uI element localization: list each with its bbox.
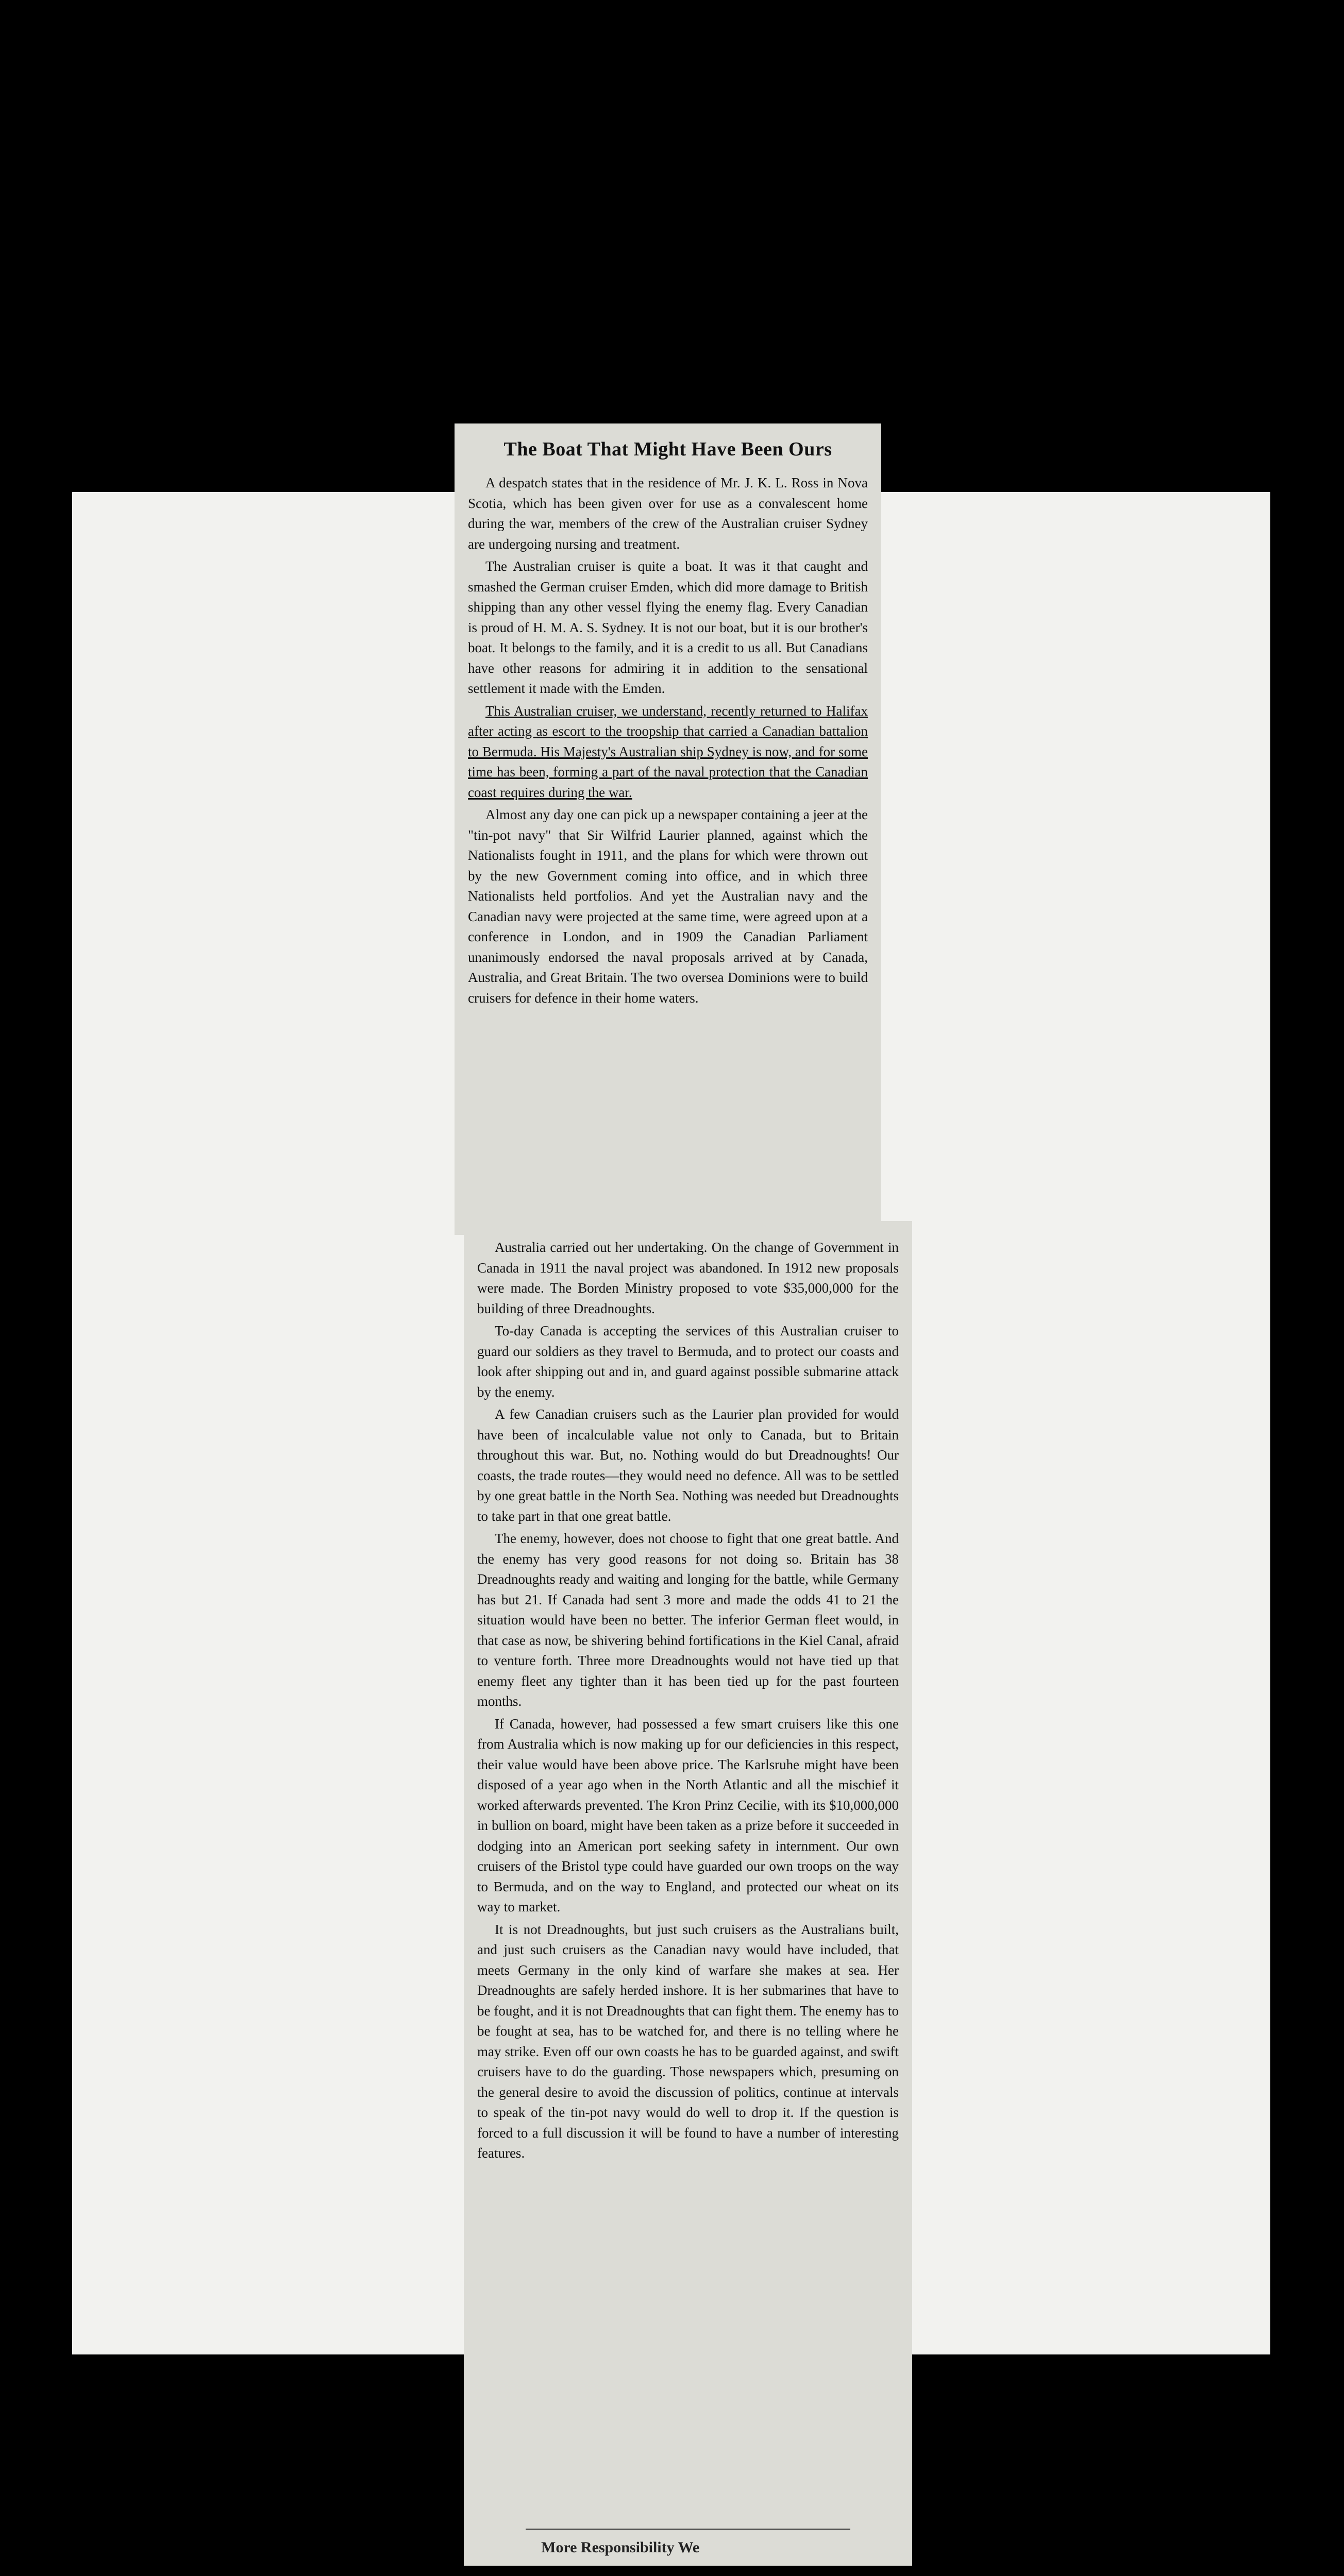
article-paragraph: The Australian cruiser is quite a boat. It was it that caught and smashed the German cruiser Emden, which did more damage to British shipping than any other vessel flying the enemy flag. Every Canadian is proud of H. M. A. S. Sydney. It is not our boat, but it is our brother's boat. It belongs to the family, and it is a credit to us all. But Canadians have other reasons for admiring it in addition to the sensational settlement it made with the Emden. xyxy=(468,558,868,696)
column-rule xyxy=(526,2529,850,2530)
next-article-heading: More Responsibility We xyxy=(541,2539,700,2556)
article-headline: The Boat That Might Have Been Ours xyxy=(503,438,832,460)
article-paragraph: Almost any day one can pick up a newspaper containing a jeer at the "tin-pot navy" that Sir Wilfrid Laurier planned, against which the Nationalists fought in 1911, and the plans for which were thrown out by the new Government coming into office, and in which three Nationalists held portfolios. And yet the Australian navy and the Canadian navy were projected at the same time, were agreed upon at a conference in London, and in 1909 the Canadian Parliament unanimously endorsed the naval proposals arrived at by Canada, Australia, and Great Britain. The two oversea Dominions were to build cruisers for defence in their home waters. xyxy=(468,807,868,1006)
article-paragraph: A few Canadian cruisers such as the Laurier plan provided for would have been of incalculable value not only to Canada, but to Britain throughout this war. But, no. Nothing would do but Dreadnoughts! Our coasts, the trade routes—they would need no defence. All was to be settled by one great battle in the North Sea. Nothing was needed but Dreadnoughts to take part in that one great battle. xyxy=(477,1406,899,1524)
article-paragraph: To-day Canada is accepting the services of this Australian cruiser to guard our soldiers as they travel to Bermuda, and to protect our coasts and look after shipping out and in, and guard against possible submarine attack by the enemy. xyxy=(477,1323,899,1400)
article-column-upper xyxy=(468,473,868,1010)
article-paragraph: Australia carried out her undertaking. On the change of Government in Canada in 1911 the naval project was abandoned. In 1912 new proposals were made. The Borden Ministry proposed to vote $35,000,000 for the building of three Dreadnoughts. xyxy=(477,1240,899,1316)
article-paragraph: The enemy, however, does not choose to fight that one great battle. And the enemy has very good reasons for not doing so. Britain has 38 Dreadnoughts ready and waiting and longing for the battle, while Germany has but 21. If Canada had sent 3 more and made the odds 41 to 21 the situation would have been no better. The inferior German fleet would, in that case as now, be shivering behind fortifications in the Kiel Canal, afraid to venture forth. Three more Dreadnoughts would not have tied up that enemy fleet any tighter than it has been tied up for the past fourteen months. xyxy=(477,1531,899,1709)
article-column-lower xyxy=(477,1238,899,2166)
article-paragraph: It is not Dreadnoughts, but just such cruisers as the Australians built, and just such cruisers as the Canadian navy would have included, that meets Germany in the only kind of warfare she makes at sea. Her Dreadnoughts are safely herded inshore. It is her submarines that have to be fought, and it is not Dreadnoughts that can fight them. The enemy has to be fought at sea, has to be watched for, and there is no telling where he may strike. Even off our own coasts he has to be guarded against, and swift cruisers have to do the guarding. Those newspapers which, presuming on the general desire to avoid the discussion of politics, continue at intervals to speak of the tin-pot navy would do well to drop it. If the question is forced to a full discussion it will be found to have a number of interesting features. xyxy=(477,1921,899,2161)
article-paragraph: A despatch states that in the residence of Mr. J. K. L. Ross in Nova Scotia, which has been given over for use as a convalescent home during the war, members of the crew of the Australian cruiser Sydney are undergoing nursing and treatment. xyxy=(468,475,868,552)
newspaper-clipping-lower xyxy=(464,1221,912,2566)
article-paragraph: If Canada, however, had possessed a few smart cruisers like this one from Australia which is now making up for our deficiencies in this respect, their value would have been above price. The Karlsruhe might have been disposed of a year ago when in the North Atlantic and all the mischief it worked afterwards prevented. The Kron Prinz Cecilie, with its $10,000,000 in bullion on board, might have been taken as a prize before it succeeded in dodging into an American port seeking safety in internment. Our own cruisers of the Bristol type could have guarded our own troops on the way to Bermuda, and on the way to England, and protected our wheat on its way to market. xyxy=(477,1716,899,1914)
newspaper-clipping-upper xyxy=(455,423,881,1235)
underlined-paragraph: This Australian cruiser, we understand, recently returned to Halifax after acting as escort to the troopship that carried a Canadian battalion to Bermuda. His Majesty's Australian ship Sydney is now, and for some time has been, forming a part of the naval protection that the Canadian coast requires during the war. xyxy=(468,703,868,800)
